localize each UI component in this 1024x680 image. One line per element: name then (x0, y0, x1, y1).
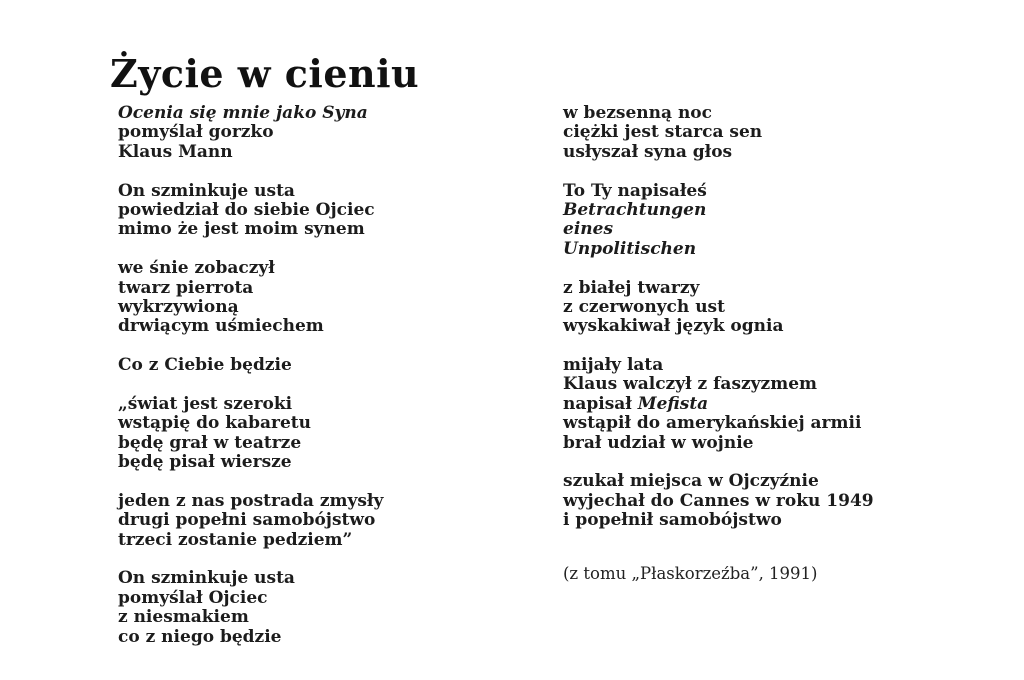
stanza (118, 259, 548, 337)
stanza (118, 569, 548, 647)
poem-text-segment: Co z Ciebie będzie (118, 355, 292, 376)
poem-line (118, 589, 548, 608)
poem-text-segment: w bezsenną noc (563, 103, 712, 123)
poem-text-segment: napisał (563, 393, 638, 414)
poem-text-segment: wyjechał do Cannes w roku 1949 (563, 490, 874, 511)
poem-line (563, 434, 1013, 453)
poem-line (118, 531, 548, 550)
poem-text-segment: powiedział do siebie Ojciec (118, 199, 375, 220)
poem-line (118, 628, 548, 647)
stanza (118, 356, 548, 375)
poem-line (118, 279, 548, 298)
poem-line (563, 123, 1013, 142)
poem-text-segment: pomyślał gorzko (118, 122, 274, 143)
poem-text-segment: będę pisał wiersze (118, 452, 292, 473)
stanza (563, 356, 1013, 453)
poem-line (118, 569, 548, 588)
poem-text-segment: mimo że jest moim synem (118, 219, 365, 240)
stanza (563, 182, 1013, 260)
poem-line (118, 608, 548, 627)
poem-text-segment: eines (563, 219, 614, 240)
poem-line (118, 182, 548, 201)
poem-text-segment: co z niego będzie (118, 626, 282, 647)
poem-text-segment: trzeci zostanie pedziem” (118, 529, 353, 550)
poem-column-left (118, 104, 548, 647)
poem-line (563, 143, 1013, 162)
poem-column-right (563, 104, 1013, 583)
stanza (563, 104, 1013, 162)
poem-line (118, 220, 548, 239)
poem-text-segment: drugi popełni samobójstwo (118, 510, 376, 531)
stanza (118, 492, 548, 550)
poem-text-segment: pomyślał Ojciec (118, 587, 268, 608)
poem-text-segment: Klaus walczył z faszyzmem (563, 374, 817, 395)
poem-text-segment: Mefista (637, 393, 709, 414)
poem-text-segment: drwiącym uśmiechem (118, 316, 324, 337)
source-note: (z tomu „Płaskorzeźba”, 1991) (563, 563, 818, 583)
poem-text-segment: twarz pierrota (118, 277, 254, 298)
poem-column-left-stanzas (118, 104, 548, 647)
poem-text-segment: usłyszał syna głos (563, 141, 733, 162)
poem-line (563, 356, 1013, 375)
poem-text-segment: z białej twarzy (563, 277, 700, 298)
poem-line (118, 356, 548, 375)
stanza (118, 395, 548, 473)
poem-text-segment: będę grał w teatrze (118, 432, 302, 453)
poem-line (563, 104, 1013, 123)
poem-text-segment: „świat jest szeroki (118, 393, 293, 414)
poem-text-segment: On szminkuje usta (118, 180, 295, 201)
poem-line (563, 317, 1013, 336)
poem-text-segment: z czerwonych ust (563, 296, 725, 317)
poem-text-segment: wyskakiwał język ognia (563, 316, 784, 337)
poem-text-segment: mijały lata (563, 355, 664, 376)
poem-line (563, 201, 1013, 220)
poem-line (118, 259, 548, 278)
poem-title: Życie w cieniu (110, 51, 420, 97)
poem-column-right-stanzas (563, 104, 1013, 531)
poem-text-segment: Betrachtungen (563, 199, 707, 220)
poem-text-segment: jeden z nas postrada zmysły (118, 490, 384, 511)
poem-line (563, 240, 1013, 259)
poem-text-segment: we śnie zobaczył (118, 258, 275, 279)
poem-line (563, 298, 1013, 317)
poem-line (118, 492, 548, 511)
stanza (118, 104, 548, 162)
poem-line (118, 123, 548, 142)
poem-line (563, 220, 1013, 239)
poem-text-segment: Klaus Mann (118, 141, 233, 162)
poem-text-segment: wstąpił do amerykańskiej armii (563, 413, 862, 434)
poem-text-segment: z niesmakiem (118, 607, 249, 628)
poem-line (118, 434, 548, 453)
poem-line (563, 182, 1013, 201)
poem-line (118, 143, 548, 162)
poem-text-segment: wstąpię do kabaretu (118, 413, 311, 434)
poem-text-segment: Unpolitischen (563, 238, 697, 259)
poem-line (563, 375, 1013, 394)
poem-line (563, 395, 1013, 414)
poem-line (118, 395, 548, 414)
stanza (118, 182, 548, 240)
poem-line (563, 511, 1013, 530)
poem-line (563, 279, 1013, 298)
stanza (563, 279, 1013, 337)
poem-line (118, 104, 548, 123)
poem-text-segment: To Ty napisałeś (563, 180, 707, 201)
poem-line (563, 414, 1013, 433)
poem-line (118, 453, 548, 472)
poem-text-segment: wykrzywioną (118, 296, 239, 317)
poem-text-segment: i popełnił samobójstwo (563, 510, 782, 531)
poem-text-segment: szukał miejsca w Ojczyźnie (563, 471, 819, 492)
poem-line (118, 317, 548, 336)
poem-text-segment: ciężki jest starca sen (563, 122, 763, 143)
poem-text-segment: brał udział w wojnie (563, 432, 754, 453)
poem-line (563, 492, 1013, 511)
stanza (563, 472, 1013, 530)
poem-line (563, 472, 1013, 491)
poem-line (118, 414, 548, 433)
poem-line (118, 201, 548, 220)
poem-text-segment: On szminkuje usta (118, 568, 295, 589)
poem-line (118, 511, 548, 530)
poem-line (118, 298, 548, 317)
poem-text-segment: Ocenia się mnie jako Syna (118, 103, 368, 123)
